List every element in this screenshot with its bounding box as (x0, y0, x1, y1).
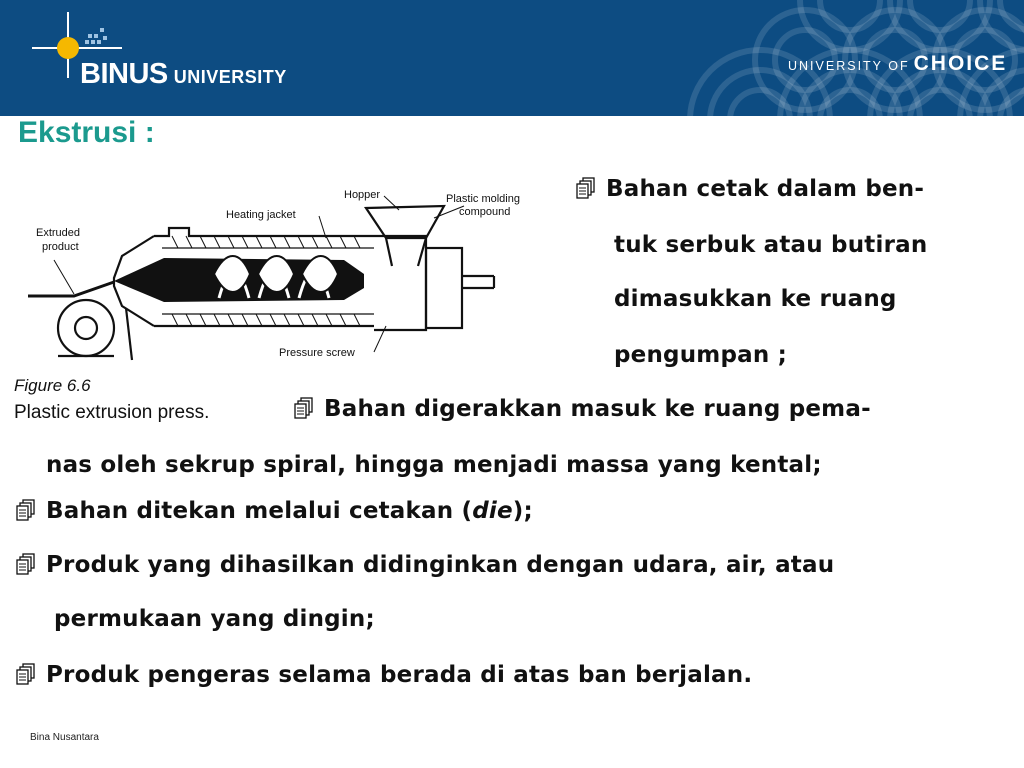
bullet-5-text-1: Produk pengeras selama berada di atas ban berjalan. (46, 662, 753, 688)
bullet-4-text-1: Produk yang dihasilkan didinginkan dengan udara, air, atau (46, 552, 835, 578)
bullet-4-line-1 (16, 552, 834, 578)
bullet-3-text-before: Bahan ditekan melalui cetakan ( (46, 498, 473, 524)
slide-title: Ekstrusi : (18, 116, 155, 149)
bullet-2-line-2: nas oleh sekrup spiral, hingga menjadi massa yang kental; (46, 452, 822, 478)
label-extruded-2: product (42, 241, 79, 253)
document-stack-icon (16, 553, 36, 575)
document-stack-icon (16, 663, 36, 685)
extrusion-press-figure (14, 178, 554, 368)
label-extruded-1: Extruded (36, 227, 81, 239)
header-banner (0, 0, 1024, 116)
tagline (788, 52, 1007, 76)
footer-text: Bina Nusantara (30, 732, 99, 743)
bullet-1-line-2: tuk serbuk atau butiran (614, 232, 928, 258)
bullet-5-line-1 (16, 662, 752, 688)
document-stack-icon (576, 177, 596, 199)
figure-caption-text: Plastic extrusion press. (14, 402, 210, 423)
logo-wordmark (80, 58, 287, 91)
bullet-2-line-1 (294, 396, 871, 422)
bullet-3-line-1 (16, 498, 533, 524)
label-compound-1: Plastic molding (446, 193, 520, 205)
bullet-3-text-italic: die (472, 498, 513, 524)
bullet-1-line-1 (576, 176, 924, 202)
bullet-2-text-1: Bahan digerakkan masuk ke ruang pema- (324, 396, 871, 422)
bullet-1-text-1: Bahan cetak dalam ben- (606, 176, 925, 202)
bullet-3-text-after: ); (512, 498, 533, 524)
label-pressure-screw: Pressure screw (279, 347, 355, 359)
bullet-1-line-3: dimasukkan ke ruang (614, 286, 897, 312)
bullet-1-line-4: pengumpan ; (614, 342, 788, 368)
bullet-4-line-2: permukaan yang dingin; (54, 606, 375, 632)
label-hopper: Hopper (344, 189, 381, 201)
label-compound-2: compound (459, 206, 511, 218)
logo-main: BINUS (80, 58, 168, 90)
tagline-emphasis: CHOICE (913, 52, 1008, 75)
document-stack-icon (294, 397, 314, 419)
logo-sub: UNIVERSITY (173, 67, 287, 87)
label-heating-jacket: Heating jacket (226, 209, 296, 221)
figure-caption-label: Figure 6.6 (14, 376, 91, 395)
tagline-prefix: UNIVERSITY OF (788, 59, 910, 73)
document-stack-icon (16, 499, 36, 521)
